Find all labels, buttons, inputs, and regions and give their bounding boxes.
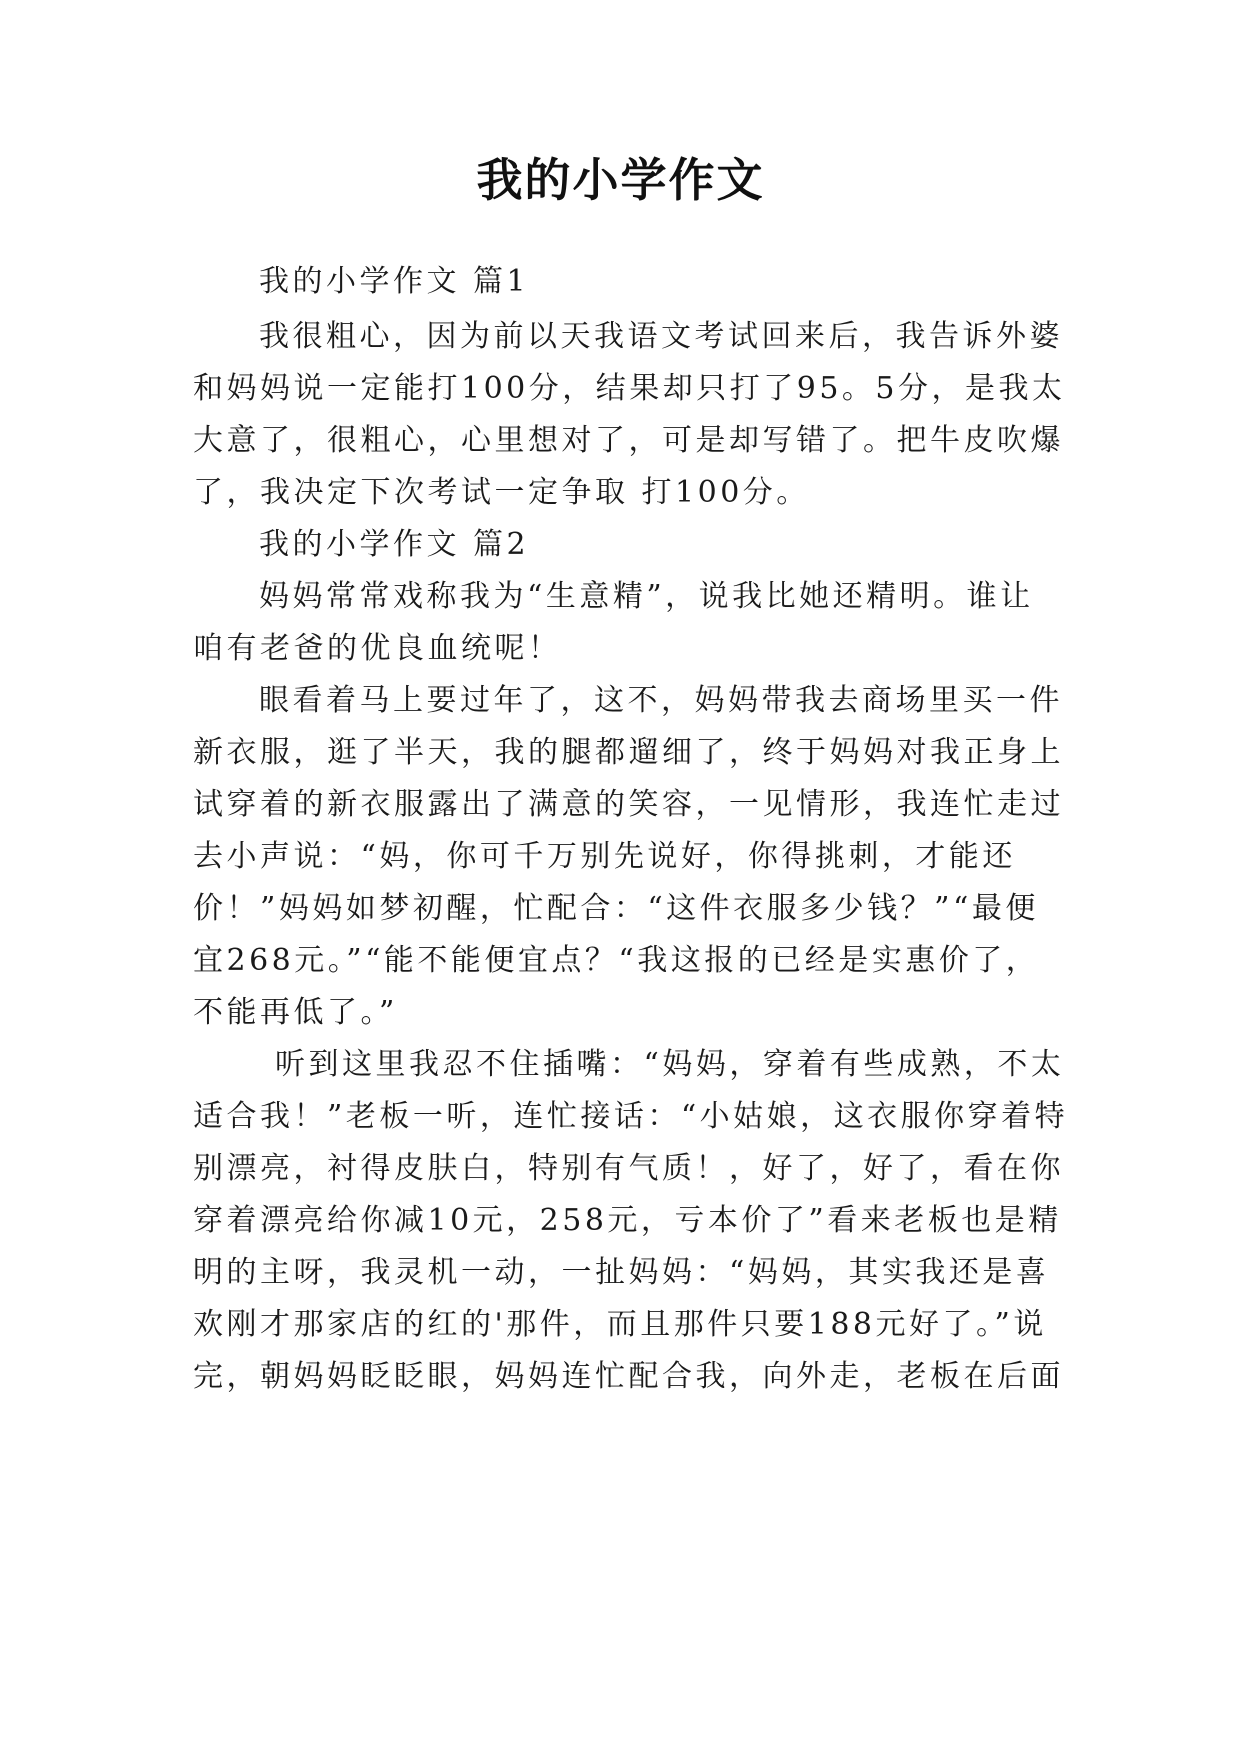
paragraph-line: 新衣服，逛了半天，我的腿都遛细了，终于妈妈对我正身上: [193, 735, 1064, 770]
paragraph-line: 我很粗心，因为前以天我语文考试回来后，我告诉外婆: [259, 319, 1063, 354]
paragraph-line: 别漂亮，衬得皮肤白，特别有气质！，好了，好了，看在你: [193, 1151, 1064, 1186]
paragraph-line: 宜268元。”“能不能便宜点？“我这报的已经是实惠价了，: [193, 943, 1040, 978]
essay-heading: 我的小学作文 篇1: [259, 264, 530, 299]
essay-heading: 我的小学作文 篇2: [259, 527, 530, 562]
page-title: 我的小学作文: [476, 153, 765, 207]
paragraph-line: 完，朝妈妈眨眨眼，妈妈连忙配合我，向外走，老板在后面: [193, 1359, 1064, 1394]
paragraph-line: 不能再低了。”: [193, 995, 398, 1030]
paragraph-line: 适合我！”老板一听，连忙接话：“小姑娘，这衣服你穿着特: [193, 1099, 1069, 1134]
paragraph-line: 眼看着马上要过年了，这不，妈妈带我去商场里买一件: [259, 683, 1063, 718]
paragraph-line: 穿着漂亮给你减10元，258元，亏本价了”看来老板也是精: [193, 1203, 1062, 1238]
paragraph-line: 和妈妈说一定能打100分，结果却只打了95。5分，是我太: [193, 371, 1066, 406]
paragraph-line: 妈妈常常戏称我为“生意精”，说我比她还精明。谁让: [259, 579, 1034, 614]
paragraph-line: 欢刚才那家店的红的'那件，而且那件只要188元好了。”说: [193, 1307, 1047, 1342]
paragraph-line: 去小声说：“妈，你可千万别先说好，你得挑刺，才能还: [193, 839, 1016, 874]
paragraph-line: 价！”妈妈如梦初醒，忙配合：“这件衣服多少钱？”“最便: [193, 891, 1039, 926]
paragraph-line: 听到这里我忍不住插嘴：“妈妈，穿着有些成熟，不太: [275, 1047, 1065, 1082]
paragraph-line: 大意了，很粗心，心里想对了，可是却写错了。把牛皮吹爆: [193, 423, 1064, 458]
paragraph-line: 咱有老爸的优良血统呢！: [193, 631, 562, 666]
paragraph-line: 试穿着的新衣服露出了满意的笑容，一见情形，我连忙走过: [193, 787, 1064, 822]
paragraph-line: 了，我决定下次考试一定争取 打100分。: [193, 475, 810, 510]
paragraph-line: 明的主呀，我灵机一动，一扯妈妈：“妈妈，其实我还是喜: [193, 1255, 1050, 1290]
